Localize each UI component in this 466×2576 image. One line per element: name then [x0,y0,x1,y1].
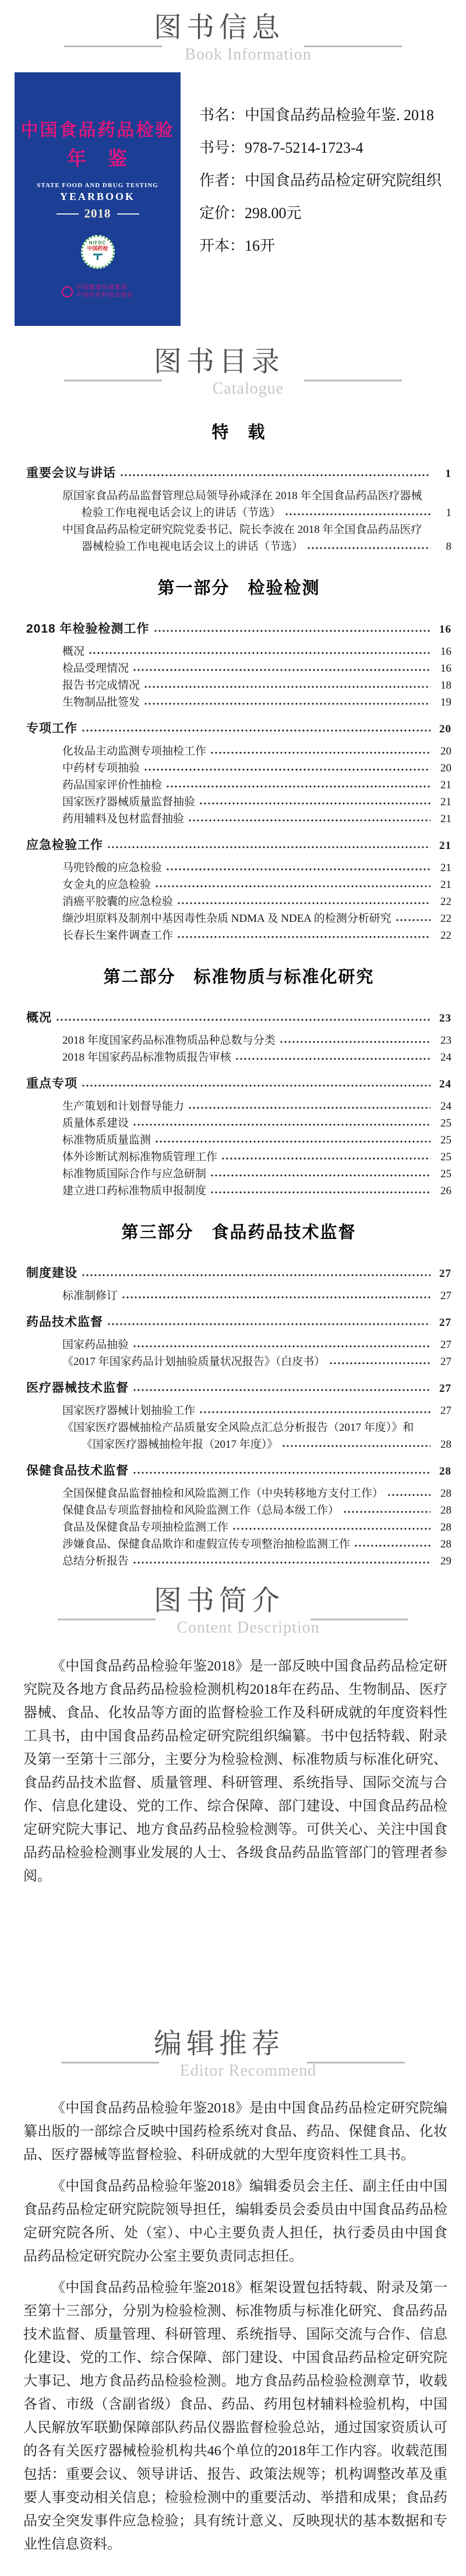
toc-entry [26,1336,451,1353]
section-title-cn: 编辑推荐 [153,2028,284,2059]
toc-entry [26,794,451,810]
toc-entry [26,1519,451,1536]
toc-page-number: 22 [440,896,451,908]
book-field-label: 开本： [199,237,245,254]
toc-part-heading: 第一部分 检验检测 [157,579,320,598]
book-field [199,99,444,132]
toc-page-number: 20 [439,723,451,735]
toc-leader-dots [283,1442,432,1448]
toc-entry-text: 涉嫌食品、保健食品欺诈和虚假宣传专项整治抽检监测工作 [62,1538,351,1550]
section-title-cn: 图书信息 [153,12,284,43]
toc-page-number: 22 [440,929,451,942]
toc-page-number: 28 [440,1521,451,1533]
toc-page-number: 21 [440,879,451,891]
toc-entry [26,1098,451,1115]
toc-page-number: 25 [440,1134,451,1146]
cover-subtitle-en-2: YEARBOOK [59,191,135,202]
toc-leader-dots [82,1271,432,1277]
toc-entry [26,876,451,893]
toc-entry [26,1287,451,1304]
toc-page-number: 1 [445,468,451,480]
book-field [199,230,444,262]
toc-entry-text: 2018 年检验检测工作 [26,622,150,636]
toc-page-number: 27 [440,1405,451,1417]
toc-entry-text: 药用辅料及包材监督抽验 [62,813,185,825]
section-header-book-info [0,0,466,65]
section-title-en: Book Information [185,45,312,64]
toc-page-number: 23 [440,1034,451,1047]
toc-page-number: 21 [440,779,451,791]
toc-leader-dots [355,1542,432,1547]
toc-entry-text: 中国食品药品检定研究院党委书记、院长李波在 2018 年全国食品药品医疗 [62,524,422,536]
toc-entry [26,1049,451,1066]
toc-page-number: 27 [440,1290,451,1302]
toc-leader-dots [211,1171,432,1177]
toc-entry-text: 2018 年度国家药品标准物质品种总数与分类 [62,1034,276,1047]
toc-page-number: 26 [440,1185,451,1197]
toc-leader-dots [122,1293,432,1299]
toc-entry [26,504,451,521]
toc-entry [26,694,451,711]
toc-leader-dots [236,1055,432,1061]
toc-entry [26,1380,451,1398]
toc-page-number: 28 [440,1438,451,1451]
toc-entry [26,1536,451,1553]
toc-leader-dots [144,766,432,771]
toc-page-number: 22 [440,913,451,925]
description-paragraphs [0,1655,466,1888]
toc-entry-text: 器械检验工作电视电话会议上的讲话（节选） [82,541,303,553]
toc-entry-text: 原国家食品药品监督管理总局领导孙咸泽在 2018 年全国食品药品医疗器械 [62,490,422,502]
toc-entry-text: 全国保健食品监督抽检和风险监测工作（中央转移地方支付工作） [62,1487,384,1500]
toc-leader-dots [108,843,432,849]
toc-entry [26,643,451,660]
toc-entry [26,521,451,538]
toc-page-number: 1 [446,507,451,519]
cover-title-cn-2: 年 鉴 [67,149,128,170]
toc-leader-dots [82,727,432,732]
book-field-label: 书号： [199,139,245,156]
toc-leader-dots [222,1154,432,1160]
divider-line [310,1619,408,1620]
nifdc-logo-text: NIFDC [89,240,107,245]
toc-page-number: 28 [440,1538,451,1550]
toc-page-number: 27 [439,1382,451,1395]
paragraph: 《中国食品药品检验年鉴2018》框架设置包括特载、附录及第一至第十三部分，分别为检验检测、标准物质与标准化研究、食品药品技术监督、质量管理、科研管理、系统指导、国际交流与合作、信息化建设、党的工作、综合保障、部门建设、中国食品药品检定研究院大事记、地方食品药品检验检测。地方食品药品检验检测章节，收载各省、市级（含副省级）食品、药品、药用包材辅料检验机构，中国人民解放军联勤保障部队药品仪器监督检验总站，通过国家资质认可的各有关医疗器械检验机构共46个单位的2018年工作内容。收载范围包括：重要会议、领导讲话、报告、政策法规等；机构调整改革及重要人事变动相关信息；检验检测中的重要活动、举措和成果；食品药品安全突发事件应急检验；具有统计意义、反映现状的基本数据和专业性信息资料。 [23,2280,447,2552]
toc-page-number: 8 [446,541,451,553]
book-field-label: 作者： [199,172,245,189]
toc-entry-text: 药品技术监督 [26,1315,103,1329]
toc-entry [26,1314,451,1332]
toc-leader-dots [344,1508,432,1514]
divider-line [304,45,402,47]
toc-entry-text: 检验工作电视电话会议上的讲话（节选） [82,507,281,519]
cover-title-cn: 中国食品药品检验 [20,121,175,140]
toc-entry-text: 消癌平胶囊的应急检验 [62,896,174,908]
toc-part-heading: 第二部分 标准物质与标准化研究 [103,968,375,987]
section-title-cn: 图书简介 [153,1585,284,1616]
toc-leader-dots [211,1188,432,1194]
toc-leader-dots [211,749,432,754]
toc-leader-dots [82,1082,432,1087]
section-header-catalogue [0,346,466,399]
toc-page-number: 27 [440,1339,451,1351]
toc-entry-text: 国家医疗器械计划抽验工作 [62,1405,196,1417]
toc-leader-dots [388,1491,432,1497]
toc-entry [26,720,451,738]
divider-line [61,2062,159,2063]
toc-entry-text: 医疗器械技术监督 [26,1381,129,1395]
toc-leader-dots [178,933,432,939]
toc-entry [26,1182,451,1199]
toc-entry [26,1353,451,1370]
toc-entry [26,760,451,777]
toc-entry-text: 标准制修订 [62,1290,118,1302]
toc-entry-text: 建立进口药标准物质申报制度 [62,1185,207,1197]
toc-page-number: 16 [440,645,451,658]
toc-entry-text: 马兜铃酸的应急检验 [62,862,163,874]
toc-entry-text: 女金丸的应急检验 [62,879,151,891]
toc-leader-dots [133,666,432,672]
toc-entry [26,1436,451,1453]
toc-entry [26,1009,451,1027]
toc-entry [26,1502,451,1519]
toc-page-number: 18 [440,679,451,692]
toc-entry [26,810,451,827]
toc-page-number: 27 [439,1317,451,1329]
toc-leader-dots [133,1342,432,1348]
toc-entry-text: 报告书完成情况 [62,679,140,692]
toc-entry-text: 长春长生案件调查工作 [62,929,174,942]
cover-publisher [15,284,181,299]
book-field [199,197,444,230]
toc-entry-text: 2018 年国家药品标准物质报告审核 [62,1051,231,1064]
toc-leader-dots [144,700,432,706]
toc-leader-dots [178,899,432,905]
toc-page-number: 25 [440,1168,451,1180]
toc-leader-dots [57,1016,432,1022]
toc-entry-text: 标准物质国际合作与应急研制 [62,1168,207,1180]
divider-line [58,1619,156,1620]
toc-entry-text: 保健食品技术监督 [26,1464,129,1477]
toc-entry [26,1115,451,1132]
toc-page-number: 25 [440,1151,451,1163]
divider-line [64,380,162,381]
toc-leader-dots [144,683,432,689]
toc-leader-dots [154,627,432,633]
book-info-block [0,72,466,326]
toc-entry [26,777,451,794]
toc-page-number: 29 [440,1555,451,1567]
toc-entry [26,927,451,944]
cover-year: 2018 [84,206,111,220]
toc-page-number: 21 [439,840,451,852]
toc-entry-text: 《2017 年国家药品计划抽验质量状况报告》（白皮书） [62,1356,326,1368]
toc-entry [26,660,451,677]
toc-entry [26,1166,451,1182]
toc-entry [26,859,451,876]
toc-entry [26,1419,451,1436]
toc-entry-text: 检品受理情况 [62,662,129,675]
toc-entry-text: 缬沙坦原料及制剂中基因毒性杂质 NDMA 及 NDEA 的检测分析研究 [62,913,391,925]
paragraph: 《中国食品药品检验年鉴2018》是一部反映中国食品药品检定研究院及各地方食品药品检验检测机构2018年在药品、生物制品、医疗器械、食品、化妆品等方面的监督检验工作及科研成就的年度资料性工具书，由中国食品药品检定研究院组织编纂。书中包括特载、附录及第一至第十三部分，主要分为检验检测、标准物质与标准化研究、食品药品技术监督、质量管理、科研管理、系统指导、国际交流与合作、信息化建设、党的工作、综合保障、部门建设、中国食品药品检定研究院大事记、地方食品药品检验检测等。可供关心、关注中国食品药品检验检测事业发展的人士、各级食品药品监管部门的管理者参阅。 [23,1659,447,1884]
toc-entry-text: 概况 [26,1011,52,1024]
toc-page-number: 27 [440,1356,451,1368]
toc-page-number: 23 [439,1012,451,1024]
book-field [199,164,444,197]
toc-leader-dots [89,649,432,655]
book-cover-image [15,72,181,326]
toc-page-number: 28 [439,1465,451,1477]
toc-entry [26,1132,451,1149]
toc-leader-dots [200,799,432,805]
toc-leader-dots [308,544,432,550]
toc-entry [26,1462,451,1480]
toc-entry [26,1149,451,1166]
book-field-value: 中国食品药品检验年鉴. 2018 [245,107,435,124]
toc-entry-text: 生产策划和计划督导能力 [62,1100,185,1112]
toc-page-number: 24 [440,1051,451,1064]
toc-page-number: 24 [440,1100,451,1112]
toc-entry-text: 《国家医疗器械抽检年报（2017 年度）》 [82,1438,278,1451]
recommend-paragraphs [0,2097,466,2556]
divider-line [304,380,402,381]
toc-page-number: 20 [440,745,451,757]
toc-entry [26,465,451,483]
toc-part-heading: 第三部分 食品药品技术监督 [121,1223,356,1242]
toc-entry [26,487,451,504]
toc-leader-dots [330,1359,432,1365]
toc-entry-text: 专项工作 [26,722,77,735]
toc-page-number: 25 [440,1117,451,1129]
toc-entry [26,837,451,855]
cover-year-line [117,213,139,215]
toc-entry [26,743,451,760]
divider-line [307,2062,405,2063]
toc-leader-dots [156,882,432,888]
toc-page-number: 16 [439,623,451,636]
toc-entry-text: 重点专项 [26,1077,77,1090]
cover-year-line [57,213,79,215]
toc-entry [26,620,451,638]
toc-page-number: 19 [440,696,451,708]
toc-entry-text: 重要会议与讲话 [26,466,116,480]
toc-entry-text: 质量体系建设 [62,1117,129,1129]
toc-entry [26,893,451,910]
nifdc-logo-cn: 中国药检 [87,245,108,251]
toc-page-number: 16 [440,662,451,675]
publisher-line: 中国医药科技出版社 [76,292,134,299]
toc-leader-dots [167,782,432,788]
toc-leader-dots [133,1121,432,1126]
toc-page-number: 20 [440,762,451,774]
toc-entry [26,1075,451,1093]
toc-leader-dots [167,865,432,871]
book-info-fields [199,72,444,326]
book-field-label: 书名： [199,107,245,124]
scales-icon-stem [97,255,98,260]
toc-leader-dots [121,471,432,477]
toc-leader-dots [280,1038,432,1044]
section-title-cn: 图书目录 [153,346,284,377]
cover-year-row [15,206,181,221]
toc-page-number: 21 [440,813,451,825]
section-titles [153,346,298,399]
toc-entry [26,677,451,694]
toc-leader-dots [108,1320,432,1326]
toc-entry-text: 保健食品专项监督抽检和风险监测工作（总局本级工作） [62,1504,340,1517]
toc-entry-text: 中药材专项抽验 [62,762,140,774]
section-title-en: Editor Recommend [179,2062,317,2080]
section-title-en: Content Description [176,1619,320,1637]
toc-page-number: 28 [440,1487,451,1500]
toc-leader-dots [285,510,432,516]
paragraph: 《中国食品药品检验年鉴2018》编辑委员会主任、副主任由中国食品药品检定研究院院领导担任，编辑委员会委员由中国食品药品检定研究院各所、处（室）、中心主要负责人担任，执行委员由中国食品药品检定研究院办公室主要负责同志担任。 [23,2179,447,2264]
section-header-description [0,1585,466,1638]
book-field-value: 中国食品药品检定研究院组织 [245,172,442,189]
toc-entry-text: 化妆品主动监测专项抽检工作 [62,745,207,757]
toc-entry-text: 体外诊断试剂标准物质管理工作 [62,1151,218,1163]
book-field-label: 定价： [199,205,245,222]
toc-leader-dots [189,1104,432,1110]
paragraph: 《中国食品药品检验年鉴2018》是由中国食品药品检定研究院编纂出版的一部综合反映中国药检系统对食品、药品、保健食品、化妆品、医疗器械等监督检验、科研成就的大型年度资料性工具书。 [23,2101,447,2163]
toc-entry-text: 国家医疗器械质量监督抽验 [62,796,196,808]
toc-entry-text: 制度建设 [26,1266,77,1280]
toc-entry-text: 食品及保健食品专项抽检监测工作 [62,1521,229,1533]
toc-page-number: 28 [440,1504,451,1517]
toc-leader-dots [133,1559,432,1564]
book-field-value: 16开 [245,237,276,254]
toc-entry-text: 《国家医疗器械抽检产品质量安全风险点汇总分析报告（2017 年度）》和 [62,1422,414,1434]
toc-leader-dots [189,816,432,822]
toc-part-heading: 特 载 [211,423,266,442]
section-title-en: Catalogue [212,380,284,398]
toc-leader-dots [133,1386,432,1392]
section-titles [153,1585,320,1638]
toc-entry-text: 应急检验工作 [26,838,103,852]
cover-subtitle-en: STATE FOOD AND DRUG TESTING [37,182,158,189]
publisher-logo-icon [62,286,73,297]
toc-leader-dots [233,1525,432,1531]
section-titles [153,2028,317,2082]
toc-leader-dots [156,1138,432,1143]
toc-leader-dots [396,916,432,922]
toc-entry [26,1485,451,1502]
toc-leader-dots [133,1469,432,1475]
toc-entry-text: 生物制品批签发 [62,696,140,708]
toc-page-number: 27 [439,1268,451,1280]
toc-entry-text: 药品国家评价性抽检 [62,779,163,791]
toc-page-number: 21 [440,862,451,874]
nifdc-logo-icon [81,235,115,269]
toc-entry-text: 国家药品抽验 [62,1339,129,1351]
toc-entry-text: 标准物质质量监测 [62,1134,151,1146]
toc-entry-text: 概况 [62,645,85,658]
toc-entry [26,1265,451,1283]
divider-line [64,45,162,47]
publisher-line: 中国健康传媒集团 [76,285,128,291]
book-field-value: 298.00元 [245,205,302,222]
toc-page-number: 21 [440,796,451,808]
publisher-lines [76,284,134,299]
toc-entry [26,1553,451,1570]
toc-entry [26,910,451,927]
book-field [199,132,444,164]
book-field-value: 978-7-5214-1723-4 [245,139,363,156]
section-titles [153,12,312,65]
toc-entry [26,1032,451,1049]
section-header-recommend [0,2028,466,2082]
toc-entry [26,1402,451,1419]
toc-entry [26,538,451,555]
toc [0,420,466,1570]
toc-leader-dots [200,1408,432,1414]
toc-page-number: 24 [439,1078,451,1090]
toc-entry-text: 总结分析报告 [62,1555,129,1567]
